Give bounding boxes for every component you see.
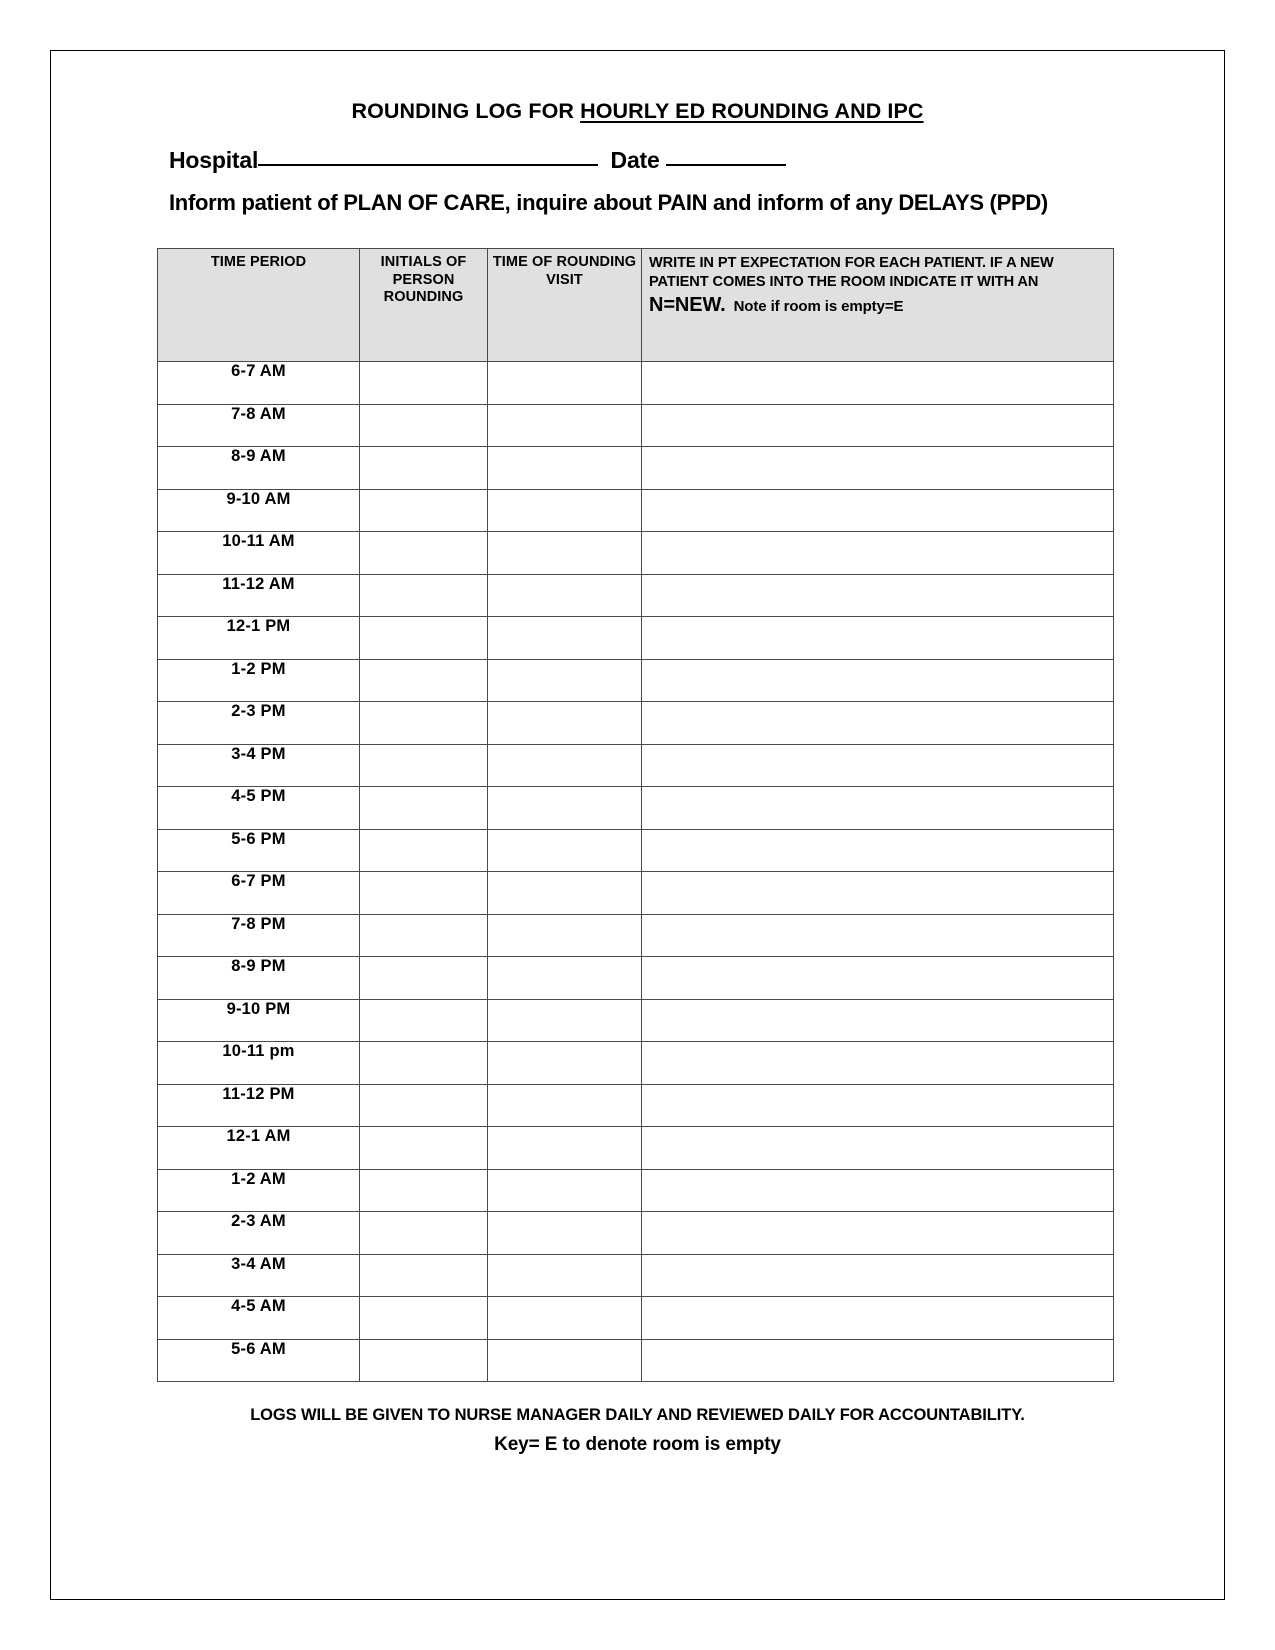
cell-expectation-input[interactable] — [642, 999, 1114, 1042]
cell-time-period: 11-12 PM — [158, 1084, 360, 1127]
cell-initials-input[interactable] — [360, 1297, 488, 1340]
cell-expectation-input[interactable] — [642, 1297, 1114, 1340]
instruction-text: Inform patient of PLAN OF CARE, inquire about PAIN and inform of any DELAYS (PPD) — [169, 190, 1048, 215]
table-row — [158, 1254, 1114, 1297]
cell-initials-input[interactable] — [360, 574, 488, 617]
cell-visit-time-input[interactable] — [488, 1084, 642, 1127]
cell-visit-time-input[interactable] — [488, 1127, 642, 1170]
cell-initials-input[interactable] — [360, 1169, 488, 1212]
table-row — [158, 447, 1114, 490]
cell-visit-time-input[interactable] — [488, 617, 642, 660]
cell-time-period: 3-4 PM — [158, 744, 360, 787]
table-row — [158, 489, 1114, 532]
column-header-time-period — [158, 249, 360, 362]
cell-initials-input[interactable] — [360, 1042, 488, 1085]
cell-visit-time-input[interactable] — [488, 787, 642, 830]
column-header-visit-time — [488, 249, 642, 362]
table-body — [158, 362, 1114, 1382]
cell-initials-input[interactable] — [360, 957, 488, 1000]
cell-initials-input[interactable] — [360, 1127, 488, 1170]
cell-visit-time-input[interactable] — [488, 829, 642, 872]
cell-expectation-input[interactable] — [642, 1254, 1114, 1297]
cell-initials-input[interactable] — [360, 744, 488, 787]
cell-initials-input[interactable] — [360, 489, 488, 532]
expectation-note: Note if room is empty=E — [733, 297, 904, 315]
table-row — [158, 1042, 1114, 1085]
table-row — [158, 404, 1114, 447]
cell-visit-time-input[interactable] — [488, 404, 642, 447]
cell-visit-time-input[interactable] — [488, 489, 642, 532]
cell-time-period: 8-9 PM — [158, 957, 360, 1000]
footer-accountability-note: LOGS WILL BE GIVEN TO NURSE MANAGER DAILY AND REVIEWED DAILY FOR ACCOUNTABILITY. — [250, 1406, 1025, 1424]
cell-expectation-input[interactable] — [642, 574, 1114, 617]
date-label: Date — [610, 147, 660, 173]
cell-expectation-input[interactable] — [642, 1042, 1114, 1085]
column-header-initials — [360, 249, 488, 362]
table-row — [158, 1169, 1114, 1212]
column-header-initials-label: INITIALS OF PERSON ROUNDING — [380, 254, 467, 306]
table-row — [158, 362, 1114, 405]
cell-visit-time-input[interactable] — [488, 1254, 642, 1297]
cell-initials-input[interactable] — [360, 999, 488, 1042]
cell-visit-time-input[interactable] — [488, 744, 642, 787]
cell-expectation-input[interactable] — [642, 1339, 1114, 1382]
cell-expectation-input[interactable] — [642, 362, 1114, 405]
table-head — [158, 249, 1114, 362]
cell-time-period: 12-1 PM — [158, 617, 360, 660]
cell-visit-time-input[interactable] — [488, 957, 642, 1000]
column-header-visit-time-label: TIME OF ROUNDING VISIT — [492, 254, 637, 288]
cell-time-period: 12-1 AM — [158, 1127, 360, 1170]
cell-initials-input[interactable] — [360, 617, 488, 660]
cell-time-period: 4-5 AM — [158, 1297, 360, 1340]
cell-time-period: 5-6 AM — [158, 1339, 360, 1382]
table-row — [158, 787, 1114, 830]
hospital-date-fields — [169, 147, 786, 174]
cell-expectation-input[interactable] — [642, 957, 1114, 1000]
cell-time-period: 9-10 PM — [158, 999, 360, 1042]
cell-visit-time-input[interactable] — [488, 447, 642, 490]
cell-expectation-input[interactable] — [642, 1084, 1114, 1127]
table-row — [158, 532, 1114, 575]
table-row — [158, 1212, 1114, 1255]
cell-initials-input[interactable] — [360, 659, 488, 702]
cell-time-period: 10-11 AM — [158, 532, 360, 575]
table-row — [158, 1297, 1114, 1340]
column-header-expectation-label — [642, 249, 1113, 318]
table-header-row — [158, 249, 1114, 362]
page-title-underlined: HOURLY ED ROUNDING AND IPC — [580, 99, 924, 123]
table-row — [158, 744, 1114, 787]
cell-initials-input[interactable] — [360, 1084, 488, 1127]
cell-expectation-input[interactable] — [642, 1127, 1114, 1170]
cell-initials-input[interactable] — [360, 1212, 488, 1255]
cell-expectation-input[interactable] — [642, 617, 1114, 660]
cell-time-period: 4-5 PM — [158, 787, 360, 830]
cell-expectation-input[interactable] — [642, 489, 1114, 532]
cell-time-period: 6-7 PM — [158, 872, 360, 915]
cell-visit-time-input[interactable] — [488, 872, 642, 915]
table-row — [158, 659, 1114, 702]
cell-visit-time-input[interactable] — [488, 914, 642, 957]
cell-visit-time-input[interactable] — [488, 1169, 642, 1212]
cell-expectation-input[interactable] — [642, 787, 1114, 830]
cell-visit-time-input[interactable] — [488, 659, 642, 702]
column-header-time-period-label: TIME PERIOD — [210, 254, 307, 270]
cell-time-period: 11-12 AM — [158, 574, 360, 617]
page-sheet — [50, 50, 1225, 1600]
table-row — [158, 914, 1114, 957]
expectation-emphasis: N=NEW. — [649, 293, 726, 316]
table-row — [158, 702, 1114, 745]
table-row — [158, 1339, 1114, 1382]
cell-expectation-input[interactable] — [642, 404, 1114, 447]
cell-time-period: 7-8 PM — [158, 914, 360, 957]
cell-expectation-input[interactable] — [642, 702, 1114, 745]
rounding-log-table — [157, 248, 1114, 1382]
hospital-input-rule[interactable] — [258, 164, 598, 166]
cell-time-period: 1-2 AM — [158, 1169, 360, 1212]
table-row — [158, 574, 1114, 617]
cell-time-period: 1-2 PM — [158, 659, 360, 702]
cell-expectation-input[interactable] — [642, 1212, 1114, 1255]
expectation-part1: WRITE IN PT EXPECTATION FOR EACH PATIENT. IF A NEW PATIENT COMES INTO THE ROOM INDICATE IT WITH AN — [649, 255, 1054, 290]
date-input-rule[interactable] — [666, 164, 786, 166]
cell-initials-input[interactable] — [360, 362, 488, 405]
cell-expectation-input[interactable] — [642, 829, 1114, 872]
cell-time-period: 2-3 PM — [158, 702, 360, 745]
cell-expectation-input[interactable] — [642, 532, 1114, 575]
cell-initials-input[interactable] — [360, 1339, 488, 1382]
footer-key-note: Key= E to denote room is empty — [494, 1434, 781, 1455]
table-row — [158, 1127, 1114, 1170]
cell-visit-time-input[interactable] — [488, 1212, 642, 1255]
cell-time-period: 5-6 PM — [158, 829, 360, 872]
page-title — [51, 99, 1224, 124]
cell-visit-time-input[interactable] — [488, 362, 642, 405]
cell-initials-input[interactable] — [360, 404, 488, 447]
table-row — [158, 617, 1114, 660]
cell-visit-time-input[interactable] — [488, 1339, 642, 1382]
cell-visit-time-input[interactable] — [488, 1297, 642, 1340]
table-row — [158, 1084, 1114, 1127]
cell-expectation-input[interactable] — [642, 914, 1114, 957]
cell-initials-input[interactable] — [360, 872, 488, 915]
table-row — [158, 999, 1114, 1042]
cell-visit-time-input[interactable] — [488, 1042, 642, 1085]
cell-expectation-input[interactable] — [642, 659, 1114, 702]
cell-expectation-input[interactable] — [642, 744, 1114, 787]
table-row — [158, 957, 1114, 1000]
cell-visit-time-input[interactable] — [488, 702, 642, 745]
cell-visit-time-input[interactable] — [488, 532, 642, 575]
hospital-label: Hospital — [169, 147, 259, 173]
cell-initials-input[interactable] — [360, 914, 488, 957]
cell-expectation-input[interactable] — [642, 872, 1114, 915]
cell-initials-input[interactable] — [360, 447, 488, 490]
cell-initials-input[interactable] — [360, 1254, 488, 1297]
footer — [51, 1406, 1224, 1456]
document-content — [51, 51, 1224, 1599]
cell-visit-time-input[interactable] — [488, 574, 642, 617]
page-title-prefix: ROUNDING LOG FOR — [351, 99, 581, 123]
cell-initials-input[interactable] — [360, 829, 488, 872]
cell-initials-input[interactable] — [360, 787, 488, 830]
cell-expectation-input[interactable] — [642, 1169, 1114, 1212]
table-row — [158, 829, 1114, 872]
cell-time-period: 9-10 AM — [158, 489, 360, 532]
cell-initials-input[interactable] — [360, 532, 488, 575]
column-header-expectation — [642, 249, 1114, 362]
cell-time-period: 8-9 AM — [158, 447, 360, 490]
cell-time-period: 2-3 AM — [158, 1212, 360, 1255]
cell-initials-input[interactable] — [360, 702, 488, 745]
cell-time-period: 6-7 AM — [158, 362, 360, 405]
cell-time-period: 10-11 pm — [158, 1042, 360, 1085]
cell-time-period: 7-8 AM — [158, 404, 360, 447]
cell-expectation-input[interactable] — [642, 447, 1114, 490]
cell-time-period: 3-4 AM — [158, 1254, 360, 1297]
cell-visit-time-input[interactable] — [488, 999, 642, 1042]
table-row — [158, 872, 1114, 915]
